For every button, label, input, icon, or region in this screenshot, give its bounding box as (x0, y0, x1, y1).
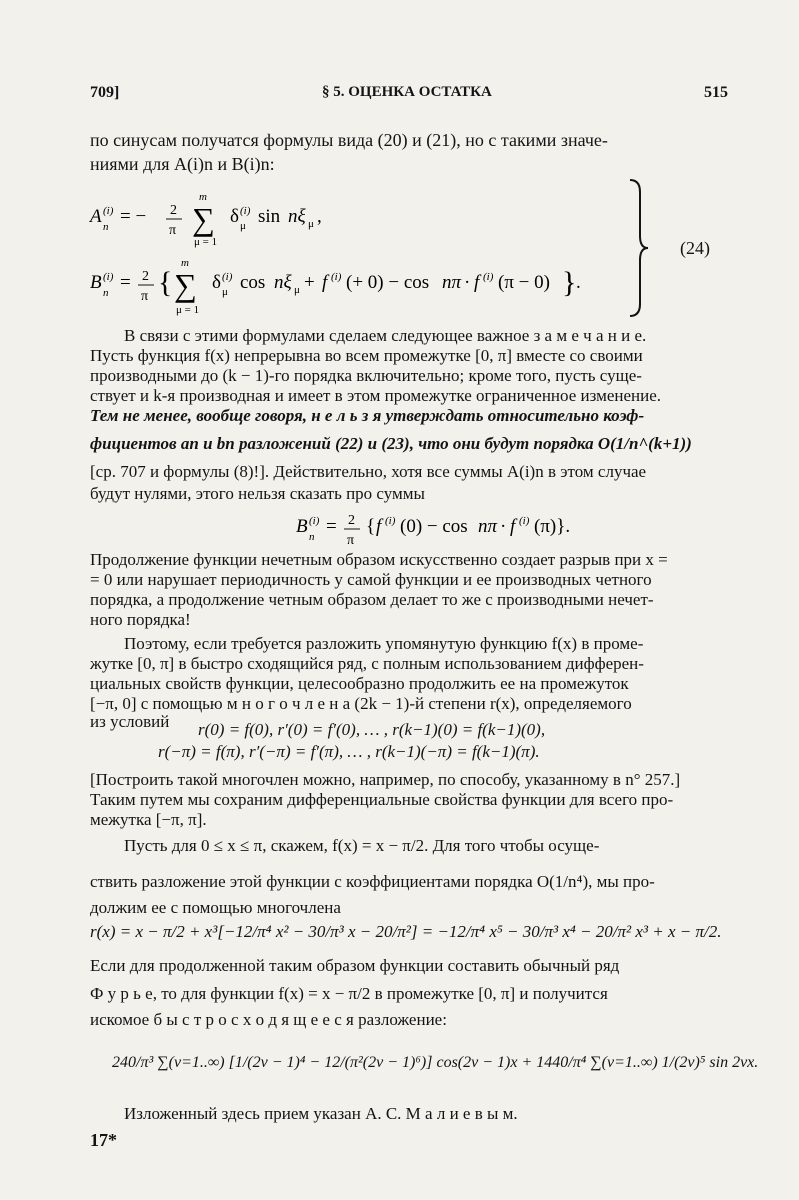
para3-line-4: [−π, 0] с помощью м н о г о ч л е н а (2k − 1)-й степени r(x), определяемого (90, 694, 632, 713)
svg-text:=: = (120, 272, 131, 293)
svg-text:μ: μ (308, 218, 314, 230)
svg-text:2: 2 (170, 203, 177, 218)
svg-text:B: B (296, 516, 308, 537)
svg-text:A: A (90, 206, 102, 227)
svg-text:cos: cos (240, 272, 266, 293)
svg-text:nξ: nξ (288, 206, 306, 227)
svg-text:B: B (90, 272, 102, 293)
para1-line-6: фициентов an и bn разложений (22) и (23), что они будут порядка O(1/n^(k+1)) (90, 434, 692, 453)
svg-text:(i): (i) (103, 271, 114, 283)
signature-mark: 17* (90, 1130, 117, 1150)
section-number: 709] (90, 84, 120, 101)
svg-text:2: 2 (142, 269, 149, 284)
svg-text:{: { (366, 516, 376, 537)
svg-text:(0) − cos: (0) − cos (400, 516, 468, 537)
polynomial-r: r(x) = x − π/2 + x³[−12/π⁴ x² − 30/π³ x − 20/π²] = −12/π⁴ x⁵ − 30/π³ x⁴ − 20/π² x³ + x − π/2. (90, 922, 722, 941)
para3-line-1: Поэтому, если требуется разложить упомянутую функцию f(x) в проме- (124, 634, 644, 653)
para2-line-3: порядка, а продолжение четным образом делает то же с производными нечет- (90, 590, 654, 609)
para4-line-1: [Построить такой многочлен можно, например, по способу, указанному в n° 257.] (90, 770, 681, 789)
svg-text:}: } (562, 266, 577, 299)
svg-text:(i): (i) (103, 205, 114, 217)
svg-text:sin: sin (258, 206, 281, 227)
svg-text:δ: δ (230, 206, 239, 227)
svg-text:(i): (i) (309, 515, 320, 527)
para1-line-1: В связи с этими формулами сделаем следующее важное з а м е ч а н и е. (124, 326, 647, 345)
condition-line-2: r(−π) = f(π), r′(−π) = f′(π), … , r(k−1)(−π) = f(k−1)(π). (158, 742, 540, 761)
svg-text:f: f (474, 272, 480, 293)
formula-24-a (90, 190, 620, 255)
formula-24-a-svg (90, 190, 620, 250)
intro-line-1: по синусам получатся формулы вида (20) и (21), но с такими значе- (90, 130, 608, 150)
para2-line-2: = 0 или нарушает периодичность у самой функции и ее производных четного (90, 570, 652, 589)
svg-text:π: π (141, 289, 149, 304)
page-number: 515 (704, 84, 728, 101)
svg-text:m: m (199, 191, 207, 203)
svg-text:n: n (309, 531, 315, 543)
svg-text:f: f (322, 272, 328, 293)
svg-text:{: { (158, 266, 173, 299)
svg-text:n: n (103, 287, 109, 299)
para6-line-2: Ф у р ь е, то для функции f(x) = x − π/2 в промежутке [0, π] и получится (90, 984, 608, 1003)
svg-text:,: , (317, 206, 322, 227)
para6-line-1: Если для продолженной таким образом функции составить обычный ряд (90, 956, 620, 975)
formula-24-b (90, 256, 630, 325)
svg-text:n: n (103, 221, 109, 233)
para1-line-3: производными до (k − 1)-го порядка включительно; кроме того, пусть суще- (90, 366, 642, 385)
svg-text:nπ: nπ (478, 516, 498, 537)
svg-text:∑: ∑ (192, 201, 215, 237)
para1-line-5: Тем не менее, вообще говоря, н е л ь з я утверждать относительно коэф- (90, 406, 645, 425)
svg-text:.: . (576, 272, 581, 293)
svg-text:(i): (i) (483, 271, 494, 283)
para5-line-1: Пусть для 0 ≤ x ≤ π, скажем, f(x) = x − π/2. Для того чтобы осуще- (124, 836, 600, 855)
intro-line-2 (90, 154, 275, 175)
svg-text:π: π (347, 533, 355, 548)
svg-text:(i): (i) (331, 271, 342, 283)
svg-text:π: π (169, 223, 177, 238)
svg-text:δ: δ (212, 272, 221, 293)
svg-text:μ = 1: μ = 1 (194, 236, 218, 248)
svg-text:(i): (i) (385, 515, 396, 527)
svg-text:f: f (376, 516, 382, 537)
svg-text:=: = (326, 516, 337, 537)
svg-text:μ = 1: μ = 1 (176, 304, 200, 316)
para3-line-2: жутке [0, π] в быстро сходящийся ряд, с полным использованием дифферен- (90, 654, 644, 673)
svg-text:μ: μ (294, 284, 300, 296)
svg-text:m: m (181, 257, 189, 269)
svg-text:(i): (i) (519, 515, 530, 527)
para4-line-2: Таким путем мы сохраним дифференциальные свойства функции для всего про- (90, 790, 674, 809)
intro-line-2-text: ниями для A(i)n и B(i)n: (90, 154, 275, 174)
svg-text:(+ 0) − cos: (+ 0) − cos (346, 272, 430, 293)
series-expansion: 240/π³ ∑(ν=1..∞) [1/(2ν − 1)⁴ − 12/(π²(2ν − 1)⁶)] cos(2ν − 1)x + 1440/π⁴ ∑(ν=1..∞) 1/(2ν)⁵ sin 2νx. (112, 1054, 759, 1071)
para5-line-3: должим ее с помощью многочлена (90, 898, 341, 917)
para1-line-2: Пусть функция f(x) непрерывна во всем промежутке [0, π] вместе со своими (90, 346, 643, 365)
svg-text:·: · (500, 516, 507, 537)
formula-24-b-svg (90, 256, 630, 320)
right-brace (628, 178, 650, 318)
svg-text:∑: ∑ (174, 267, 197, 303)
svg-text:·: · (464, 272, 471, 293)
para1-line-8: будут нулями, этого нельзя сказать про суммы (90, 484, 425, 503)
para1-line-4: ствует и k-я производная и имеет в этом промежутке ограниченное изменение. (90, 386, 662, 405)
para2-line-4: ного порядка! (90, 610, 191, 629)
para3-line-3: циальных свойств функции, целесообразно продолжить ее на промежуток (90, 674, 629, 693)
svg-text:= −: = − (120, 206, 147, 227)
para2-line-1: Продолжение функции нечетным образом искусственно создает разрыв при x = (90, 550, 668, 569)
svg-text:(π − 0): (π − 0) (498, 272, 550, 293)
formula-b-display-svg (296, 508, 596, 552)
svg-text:nπ: nπ (442, 272, 462, 293)
para4-line-3: межутка [−π, π]. (90, 810, 207, 829)
svg-text:nξ: nξ (274, 272, 292, 293)
para1-line-7: [ср. 707 и формулы (8)!]. Действительно, хотя все суммы A(i)n в этом случае (90, 462, 647, 481)
para3-line-5: из условий (90, 712, 170, 731)
credit-line: Изложенный здесь прием указан А. С. М а л и е в ы м. (124, 1104, 518, 1123)
svg-text:f: f (510, 516, 516, 537)
svg-text:2: 2 (348, 513, 355, 528)
svg-text:(π)}.: (π)}. (534, 516, 571, 537)
para6-line-3: искомое б ы с т р о с х о д я щ е е с я разложение: (90, 1010, 447, 1029)
right-brace-svg (628, 178, 650, 318)
svg-text:(i): (i) (222, 271, 233, 283)
svg-text:+: + (304, 272, 315, 293)
svg-text:μ: μ (240, 220, 246, 232)
para5-line-2: ствить разложение этой функции с коэффициентами порядка O(1/n⁴), мы про- (90, 872, 655, 891)
svg-text:μ: μ (222, 286, 228, 298)
svg-text:(i): (i) (240, 205, 251, 217)
condition-line-1: r(0) = f(0), r′(0) = f′(0), … , r(k−1)(0) = f(k−1)(0), (198, 720, 546, 739)
running-title: § 5. ОЦЕНКА ОСТАТКА (322, 84, 492, 100)
equation-number-24: (24) (680, 238, 710, 258)
